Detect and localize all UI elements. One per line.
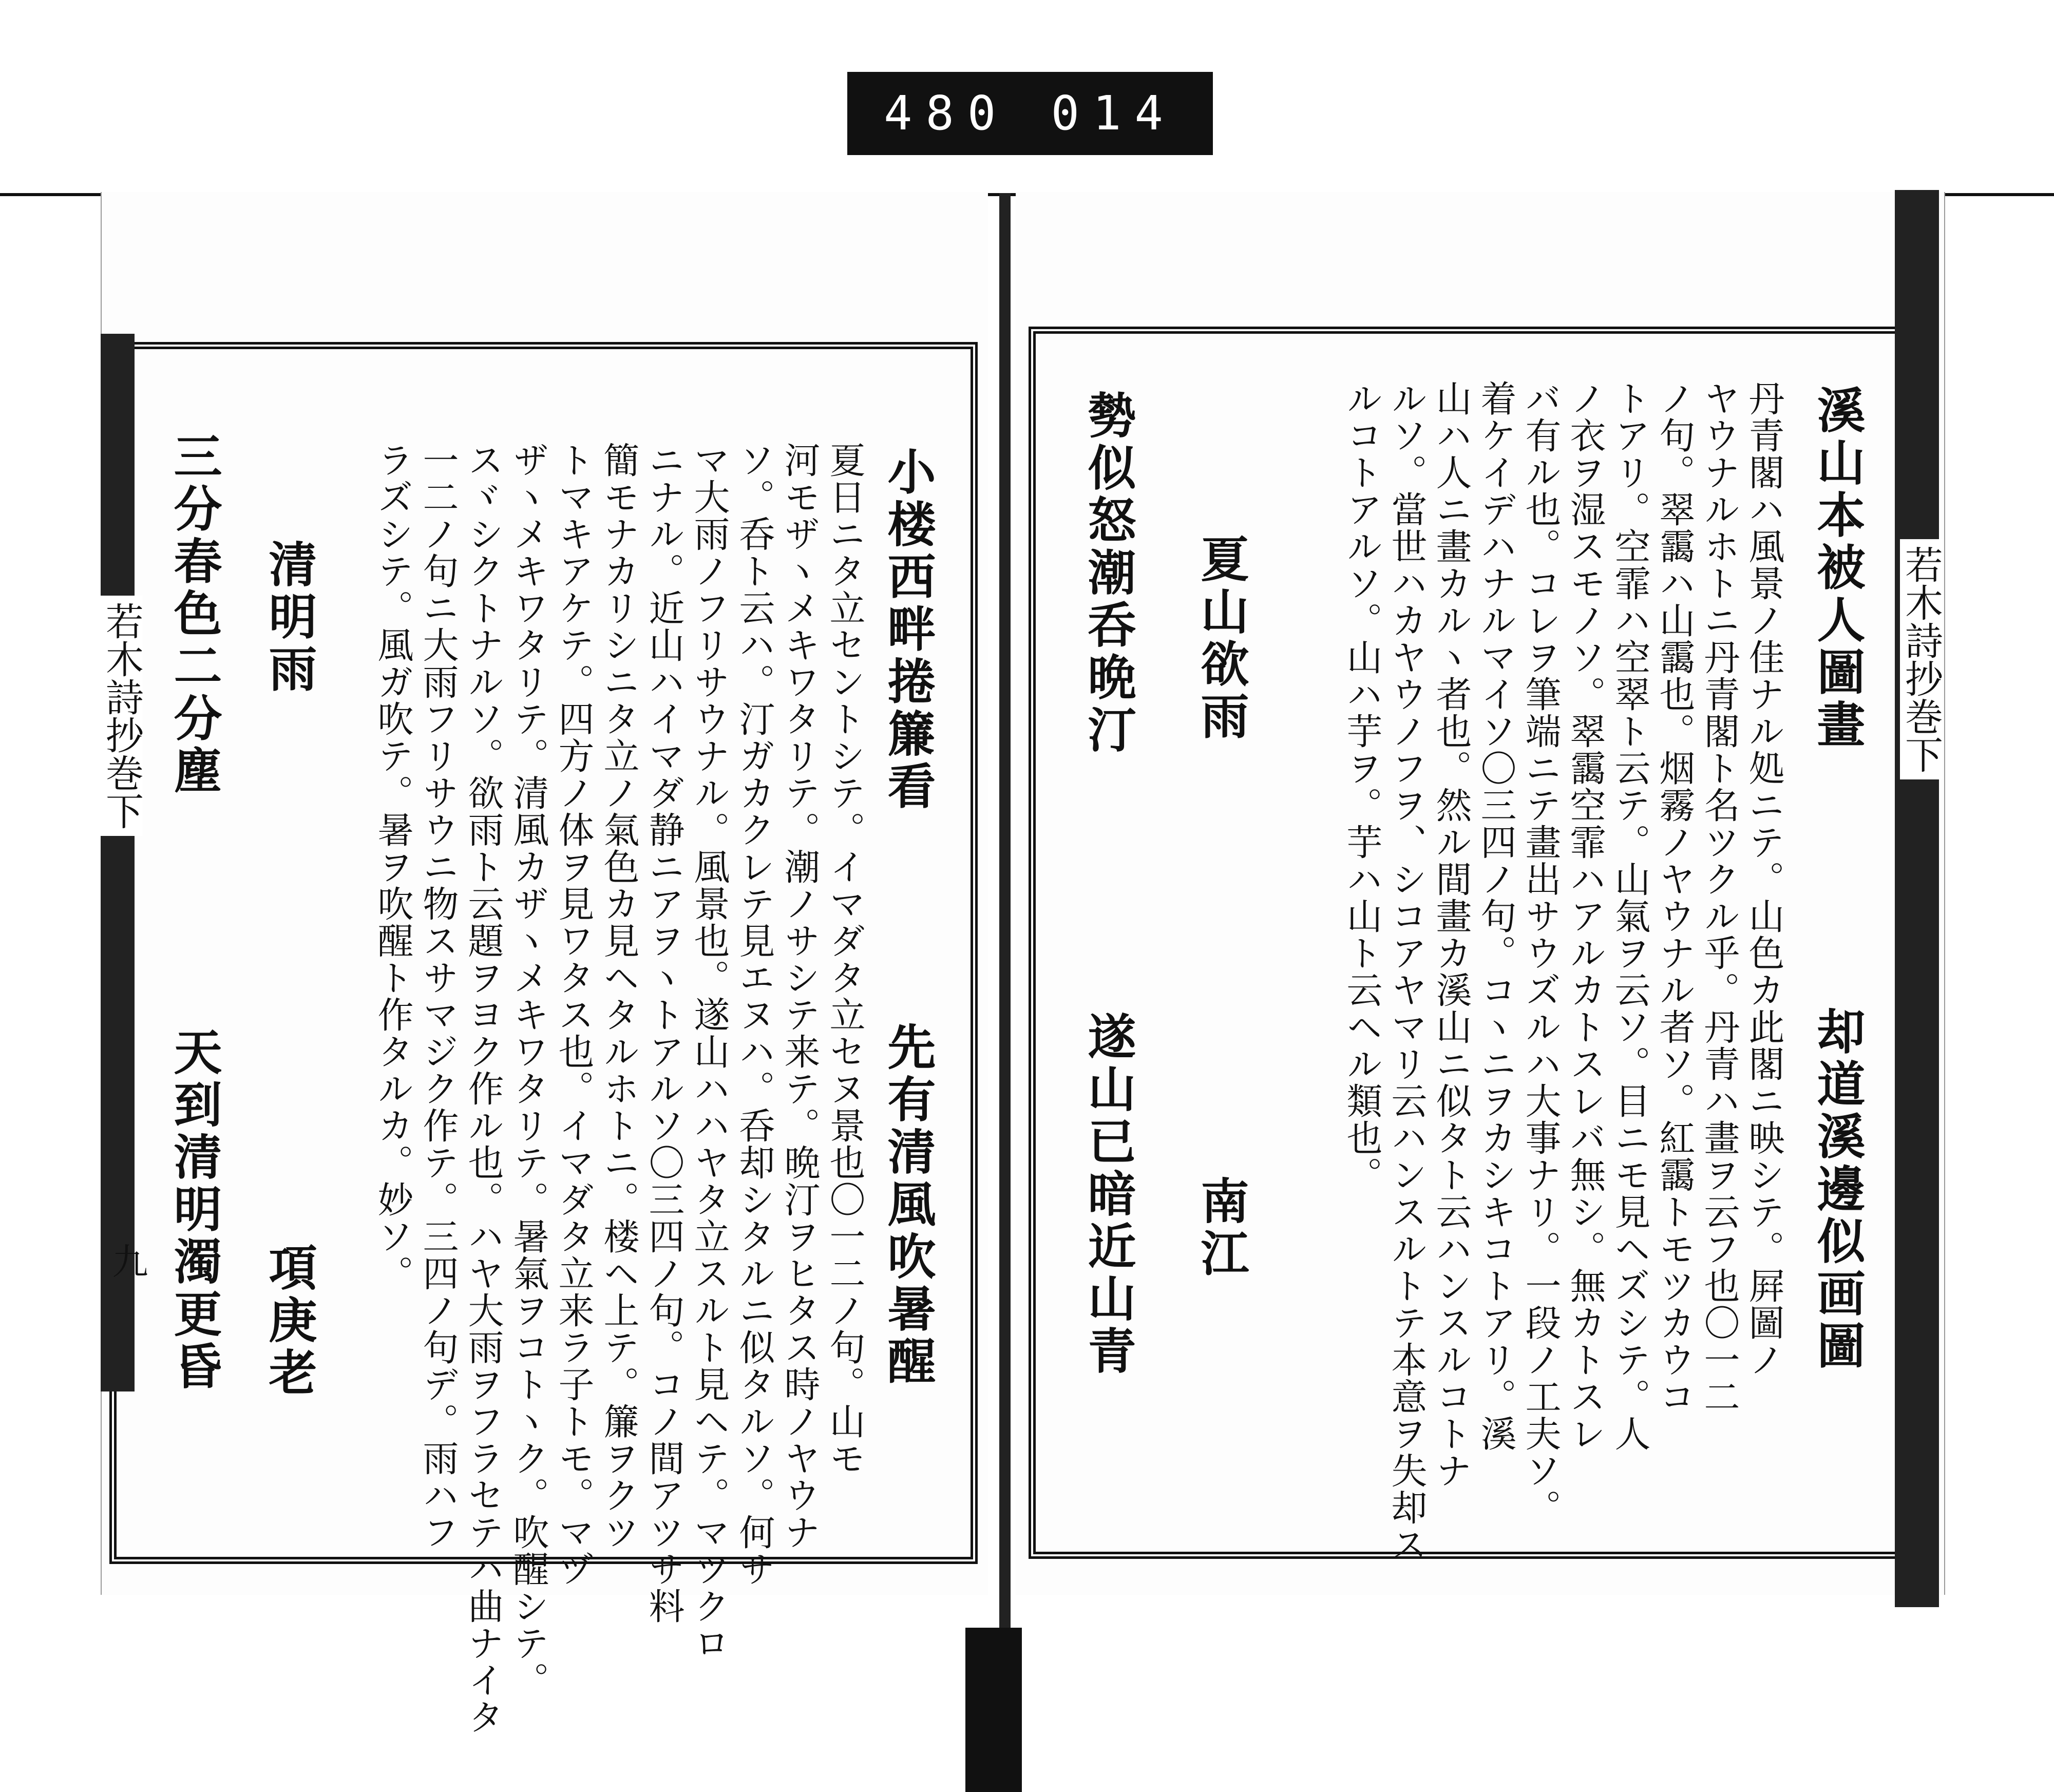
commentary-line: スヾシクトナルソ。欲雨ト云題ヲヨク作ル也。ハヤ大雨ヲフラセテハ曲ナイタ (462, 442, 504, 1736)
right-poem1-line: 却道溪邊似画圖 (1809, 1006, 1865, 1373)
commentary-line: ヤウナルホトニ丹青閣ト名ツクル乎。丹青ハ畫ヲ云フ也〇一二 (1698, 380, 1740, 1415)
commentary-line: 一二ノ句ニ大雨フリサウニ物スサマジク作テ。三四ノ句デ。雨ハフ (417, 442, 459, 1551)
commentary-line: ソ。呑ト云ハ。汀ガカクレテ見エヌハ。呑却シタルニ似タルソ。何サ (733, 442, 775, 1588)
left-poem2-author: 項庚老 (260, 1243, 317, 1400)
right-poem2-title: 夏山欲雨 (1192, 534, 1249, 744)
left-poem1-title: 小楼西畔捲簾看 (879, 447, 936, 813)
left-margin-strip (101, 334, 135, 1391)
right-poem2-line1: 勢似怒潮呑晩汀 (1079, 390, 1136, 757)
page-number: 九 (106, 1243, 148, 1279)
left-poem1-line: 先有清風吹暑醒 (879, 1022, 936, 1388)
binding-clip (965, 1628, 1022, 1792)
left-poem2-line1: 三分春色二分塵 (165, 431, 222, 798)
commentary-line: ザヽメキワタリテ。清風カザヽメキワタリテ。暑氣ヲコトヽク。吹醒シテ。 (507, 442, 549, 1699)
commentary-line: 丹青閣ハ風景ノ佳ナル処ニテ。山色カ此閣ニ映シテ。屛圖ノ (1743, 380, 1785, 1378)
left-running-title: 若木詩抄巻下 (101, 596, 143, 836)
commentary-line: 着ケイデハナルマイソ〇三四ノ句。コヽニヲカシキコトアリ。溪 (1475, 380, 1517, 1452)
commentary-line: ノ衣ヲ湿スモノソ。翠靄空霏ハアルカトスレバ無シ。無カトスレ (1564, 380, 1606, 1452)
commentary-line: マ大雨ノフリサウナル。風景也。遂山ハハヤタ立スルト見ヘテ。マツクロ (688, 442, 730, 1662)
right-margin-strip (1895, 190, 1939, 1607)
commentary-line: トマキアケテ。四方ノ体ヲ見ワタス也。イマダタ立来ラ子トモ。マヅ (553, 442, 595, 1588)
archive-number-tag: 480 014 (847, 72, 1213, 155)
commentary-line: ニナル。近山ハイマダ静ニアヲヽトアルソ〇三四ノ句。コノ間アツサ料 (643, 442, 685, 1625)
right-poem2-author: 南江 (1192, 1176, 1249, 1281)
commentary-line: 河モザヽメキワタリテ。潮ノサシテ来テ。晩汀ヲヒタス時ノヤウナ (778, 442, 821, 1551)
right-poem1-title: 溪山本被人圖畫 (1809, 385, 1865, 752)
left-poem2-title: 清明雨 (260, 539, 317, 696)
commentary-line: ルコトアルソ。山ハ芋ヲ。芋ハ山ト云ヘル類也。 (1341, 380, 1383, 1193)
commentary-line: 簡モナカリシニタ立ノ氣色カ見ヘタルホトニ。楼ヘ上テ。簾ヲクツ (598, 442, 640, 1551)
right-poem2-line2: 遂山已暗近山青 (1079, 1012, 1136, 1378)
right-running-title: 若木詩抄巻下 (1900, 539, 1942, 779)
commentary-line: 山ハ人ニ畫カルヽ者也。然ル間畫カ溪山ニ似タト云ハンスルコトナ (1430, 380, 1472, 1489)
left-poem2-line2: 天到清明濁更昏 (165, 1027, 222, 1394)
commentary-line: バ有ル也。コレヲ筆端ニテ畫出サウズルハ大事ナリ。一段ノ工夫ソ。 (1519, 380, 1562, 1526)
commentary-line: ルソ。當世ハカヤウノフヲ、シコアヤマリ云ハンスルトテ本意ヲ失却ス (1385, 380, 1428, 1563)
book-gutter (999, 193, 1011, 1792)
commentary-line: ラズシテ。風ガ吹テ。暑ヲ吹醒ト作タルカ。妙ソ。 (372, 442, 414, 1292)
commentary-line: 夏日ニタ立セントシテ。イマダタ立セヌ景也〇一二ノ句。山モ (824, 442, 866, 1477)
commentary-line: トアリ。空霏ハ空翠ト云テ。山氣ヲ云ソ。目ニモ見ヘズシテ。人 (1609, 380, 1651, 1452)
commentary-line: ノ句。翠靄ハ山靄也。烟霧ノヤウナル者ソ。紅靄トモツカウコ (1653, 380, 1696, 1415)
